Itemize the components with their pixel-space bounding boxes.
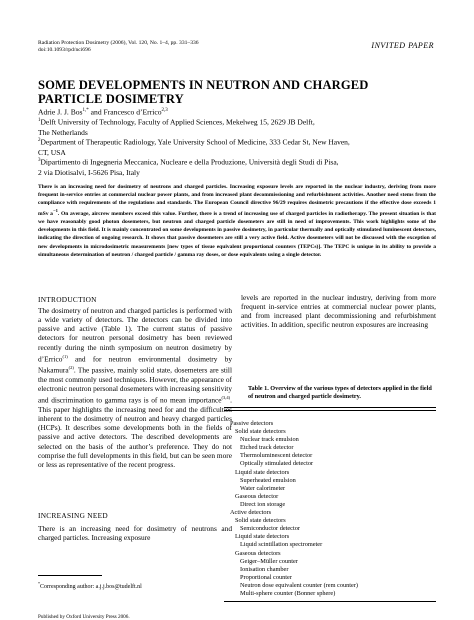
author-2: and Francesco d’Errico bbox=[88, 107, 162, 117]
table-row: Ionisation chamber bbox=[240, 565, 289, 573]
paper-title bbox=[38, 79, 438, 106]
table-row: Optically stimulated detector bbox=[240, 460, 314, 468]
footnote-marker: * bbox=[38, 581, 40, 586]
affiliation-1-line-2: The Netherlands bbox=[38, 127, 88, 137]
table-row: Geiger–Müller counter bbox=[240, 557, 298, 565]
affiliation-2 bbox=[38, 136, 438, 158]
affiliation-1-marker: 1 bbox=[38, 118, 41, 123]
table-row: Liquid state detectors bbox=[235, 468, 290, 476]
abstract-text-2: . On average, aircrew members exceed this value. Further, there is a trend of increasing use of charged particles in radiotherapy. The present situation is that we have reasonably good photon dosemeters, but neutron and charged particle dosemeters are still in need of improvements. This work highlights some of the developments in this field. It is mainly concentrated on some developments in passive dosimetry, in particular thermally and optically stimulated luminescent detectors, indicating the direction of ongoing research. It shows that passive dosemeters are still a very active field. Active dosemeters will not be discussed with the exception of new developments in microdosimetric measurements [new types of tissue equivalent proportional counters (TEPCs)]. The TEPC is unique in its ability to provide a simultaneous determination of neutron / charged particle / gamma ray doses, or dose equivalents using a single detector. bbox=[38, 211, 436, 258]
abstract bbox=[38, 183, 436, 259]
table-row: Liquid state detectors bbox=[235, 533, 290, 541]
table-bottom-rule bbox=[224, 601, 436, 602]
affiliation-3-line-2: 2 via Diotisalvi, I-5626 Pisa, Italy bbox=[38, 167, 140, 177]
citation-3: (3,4) bbox=[221, 395, 231, 401]
section-heading-increasing-need: INCREASING NEED bbox=[38, 511, 108, 520]
section-heading-introduction: INTRODUCTION bbox=[38, 295, 97, 304]
abstract-text-1: There is an increasing need for dosimetry of neutrons and charged particles. Increasing exposure levels are reported in the nuclear industry, deriving from more frequent in-service entries at commercial nuclear power plants, and from increased plant decommissioning and refurbishment activities. Another need stems from the compliance with requirements of the regulations and standards. The European Council directive 96/29 requires dosimetric precautions if the effective dose exceeds 1 mSv a bbox=[38, 184, 436, 218]
table-row: Solid state detectors bbox=[235, 517, 286, 525]
introduction-paragraph bbox=[38, 306, 232, 469]
intro-text-3: . The passive, mainly solid state, dosemeters are still the most commonly used techniques. However, the appearance of electronic neutron personal dosemeters with increasing sensitivity and discrimination to gamma rays is of no mean importance bbox=[38, 365, 232, 405]
intro-text-4: . This paper highlights the increasing need for and the difficulties inherent to the dosimetry of neutron and heavy charged particles (HCPs). It describes some developments both in the fields of passive and active detectors. The described developments are selected on the basis of the author’s preference. They do not comprise the full developments in this field, but can be seen more or less as representative of the recent progress. bbox=[38, 395, 232, 469]
table-row: Neutron dose equivalent counter (rem counter) bbox=[240, 581, 359, 589]
table-row: Superheated emulsion bbox=[240, 476, 296, 484]
affiliation-2-marker: 2 bbox=[38, 138, 41, 143]
table-row: Etched track detector bbox=[240, 444, 294, 452]
intro-text-1: The dosimetry of neutron and charged particles is performed with a wide variety of detectors. The detectors can be divided into passive and active (Table 1). The current status of passive detectors for neutron personal dosimetry has been reviewed recently during the ninth symposium on neutron dosimetry by d’Errico bbox=[38, 306, 232, 364]
table-row: Gaseous detectors bbox=[235, 549, 281, 557]
affiliation-3 bbox=[38, 156, 438, 178]
table-row: Solid state detectors bbox=[235, 428, 286, 436]
doi: doi:10.1093/rpd/nci696 bbox=[38, 47, 91, 53]
author-1: Adrie J. J. Bos bbox=[38, 107, 83, 117]
increasing-need-paragraph: There is an increasing need for dosimetry of neutrons and charged particles. Increasing exposure bbox=[38, 524, 232, 543]
title-line-1: SOME DEVELOPMENTS IN NEUTRON AND CHARGED bbox=[38, 78, 369, 92]
paper-type-label: INVITED PAPER bbox=[371, 41, 434, 50]
table-row: Proportional counter bbox=[240, 573, 292, 581]
table-row: Multi-sphere counter (Bonner sphere) bbox=[240, 589, 336, 597]
table-row: Gaseous detector bbox=[235, 492, 279, 500]
author-2-affiliation: 2,3 bbox=[161, 108, 168, 113]
title-line-2: PARTICLE DOSIMETRY bbox=[38, 91, 184, 106]
intro-text-2: and for neutron environmental dosimetry by Nakamura bbox=[38, 354, 232, 375]
footnote-rule bbox=[38, 575, 102, 576]
corresponding-author-footnote bbox=[38, 581, 142, 590]
right-column-paragraph: levels are reported in the nuclear industry, deriving from more frequent in-service entries at commercial nuclear power plants, and from increased plant decommissioning and refurbishment activities. In addition, specific neutron exposures are increasing bbox=[241, 293, 436, 330]
affiliation-1 bbox=[38, 116, 438, 138]
table-row: Direct ion storage bbox=[240, 500, 286, 508]
affiliation-3-line-1: Dipartimento di Ingegneria Meccanica, Nucleare e della Produzione, Università degli Studi di Pisa, bbox=[40, 157, 339, 167]
table-1-body bbox=[230, 420, 358, 598]
journal-citation: Radiation Protection Dosimetry (2006), Vol. 120, No. 1–4, pp. 331–336 bbox=[38, 40, 199, 46]
affiliation-2-line-2: CT, USA bbox=[38, 147, 66, 157]
author-1-affiliation: 1,* bbox=[82, 108, 89, 113]
affiliation-2-line-1: Department of Therapeutic Radiology, Yale University School of Medicine, 333 Cedar St, New Haven, bbox=[40, 137, 350, 147]
table-row: Passive detectors bbox=[230, 420, 274, 427]
citation-1: (1) bbox=[62, 353, 68, 359]
table-row: Active detectors bbox=[230, 509, 272, 517]
table-top-rule-2 bbox=[224, 410, 436, 411]
publisher-note: Published by Oxford University Press 2006. bbox=[38, 614, 130, 620]
affiliation-3-marker: 3 bbox=[38, 158, 41, 163]
abstract-unit-exponent: −1 bbox=[52, 208, 58, 214]
table-row: Liquid scintillation spectrometer bbox=[240, 541, 323, 549]
affiliation-1-line-1: Delft University of Technology, Faculty of Applied Sciences, Mekelweg 15, 2629 JB Delft, bbox=[40, 117, 315, 127]
table-row: Thermoluminescent detector bbox=[240, 452, 313, 460]
table-row: Water calorimeter bbox=[240, 484, 286, 492]
journal-header bbox=[38, 40, 199, 54]
footnote-text: Corresponding author: a.j.j.bos@tudelft.nl bbox=[40, 584, 142, 590]
table-1-caption: Table 1. Overview of the various types of detectors applied in the field of neutron and charged particle dosimetry. bbox=[248, 385, 432, 400]
table-top-rule bbox=[224, 407, 436, 408]
table-row: Semiconductor detector bbox=[240, 525, 300, 533]
citation-2: (2) bbox=[68, 365, 74, 371]
table-row: Nuclear track emulsion bbox=[240, 436, 299, 444]
